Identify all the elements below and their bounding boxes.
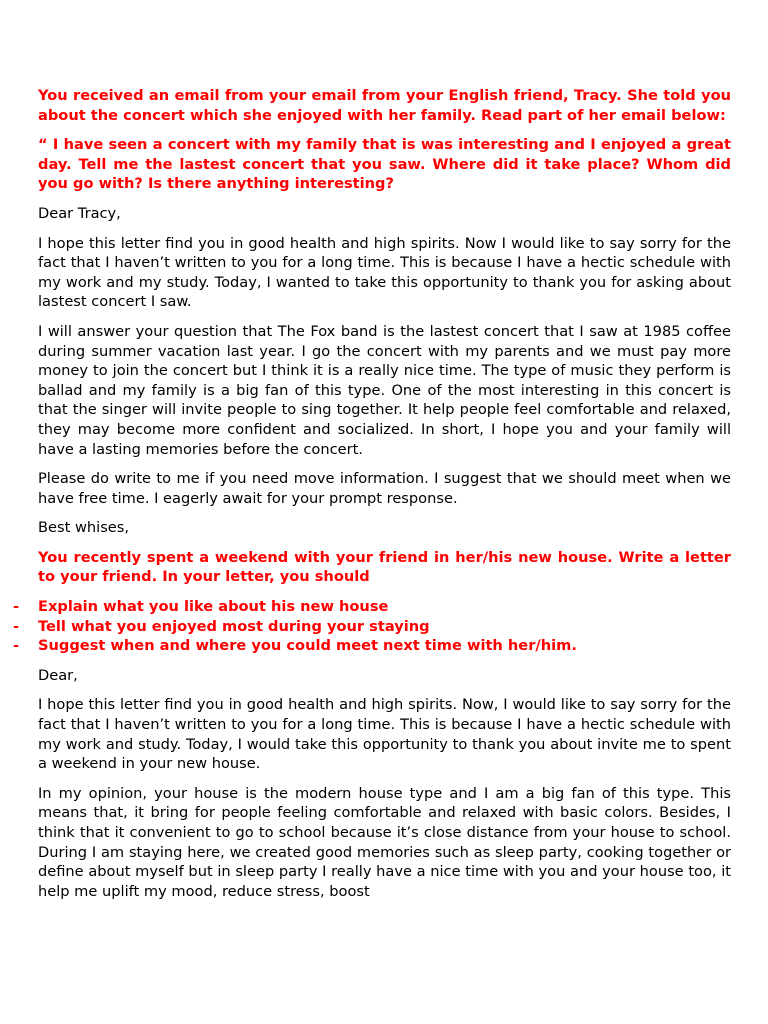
bullet-text: Explain what you like about his new house — [38, 598, 389, 616]
bullet-dash: - — [13, 617, 20, 635]
letter1-greeting: Dear Tracy, — [38, 204, 121, 222]
letter1-paragraph: I hope this letter find you in good health and high spirits. Now I would like to say sorry for the fact that I haven’t written to you for a long time. This is because I have a hectic schedule with my work and my study. Today, I wanted to take this opportunity to thank you for asking about lastest concert I saw. — [38, 234, 731, 311]
bullet-text: Suggest when and where you could meet next time with her/him. — [38, 637, 577, 655]
list-item — [13, 636, 731, 656]
list-item — [13, 617, 731, 637]
letter1-paragraph: Please do write to me if you need move information. I suggest that we should meet when we have free time. I eagerly await for your prompt response. — [38, 470, 731, 507]
letter2-paragraph: In my opinion, your house is the modern house type and I am a big fan of this type. This means that, it bring for people feeling comfortable and relaxed with basic colors. Besides, I think that it convenient to go to school because it’s close distance from your house to school. During I am staying here, we created good memories such as sleep party, cooking together or define about myself but in sleep party I really have a nice time with you and your house too, it help me uplift my mood, reduce stress, boost — [38, 784, 731, 900]
document-page — [13, 86, 731, 911]
bullet-dash: - — [13, 598, 20, 616]
list-item — [13, 597, 731, 617]
prompt2-bullet-list — [13, 597, 731, 656]
letter2-paragraph: I hope this letter find you in good health and high spirits. Now, I would like to say sorry for the fact that I haven’t written to you for a long time. This is because I have a hectic schedule with my work and study. Today, I would take this opportunity to thank you about invite me to spent a weekend in your new house. — [38, 696, 731, 773]
prompt1-quote: “ I have seen a concert with my family that is was interesting and I enjoyed a great day. Tell me the lastest concert that you saw. Where did it take place? Whom did you go with? Is there anything interesting? — [38, 136, 731, 193]
prompt2-intro: You recently spent a weekend with your friend in her/his new house. Write a letter to your friend. In your letter, you should — [38, 548, 731, 586]
prompt1-intro: You received an email from your email from your English friend, Tracy. She told you about the concert which she enjoyed with her family. Read part of her email below: — [38, 87, 731, 124]
letter1-paragraph: I will answer your question that The Fox band is the lastest concert that I saw at 1985 coffee during summer vacation last year. I go the concert with my parents and we must pay more money to join the concert but I think it is a really nice time. The type of music they perform is ballad and my family is a big fan of this type. One of the most interesting in this concert is that the singer will invite people to sing together. It help people feel comfortable and relaxed, they may become more confident and socialized. In short, I hope you and your family will have a lasting memories before the concert. — [38, 322, 731, 458]
bullet-text: Tell what you enjoyed most during your staying — [38, 617, 430, 635]
letter1-closing: Best whises, — [38, 519, 130, 537]
bullet-dash: - — [13, 637, 20, 655]
letter2-greeting: Dear, — [38, 666, 78, 684]
